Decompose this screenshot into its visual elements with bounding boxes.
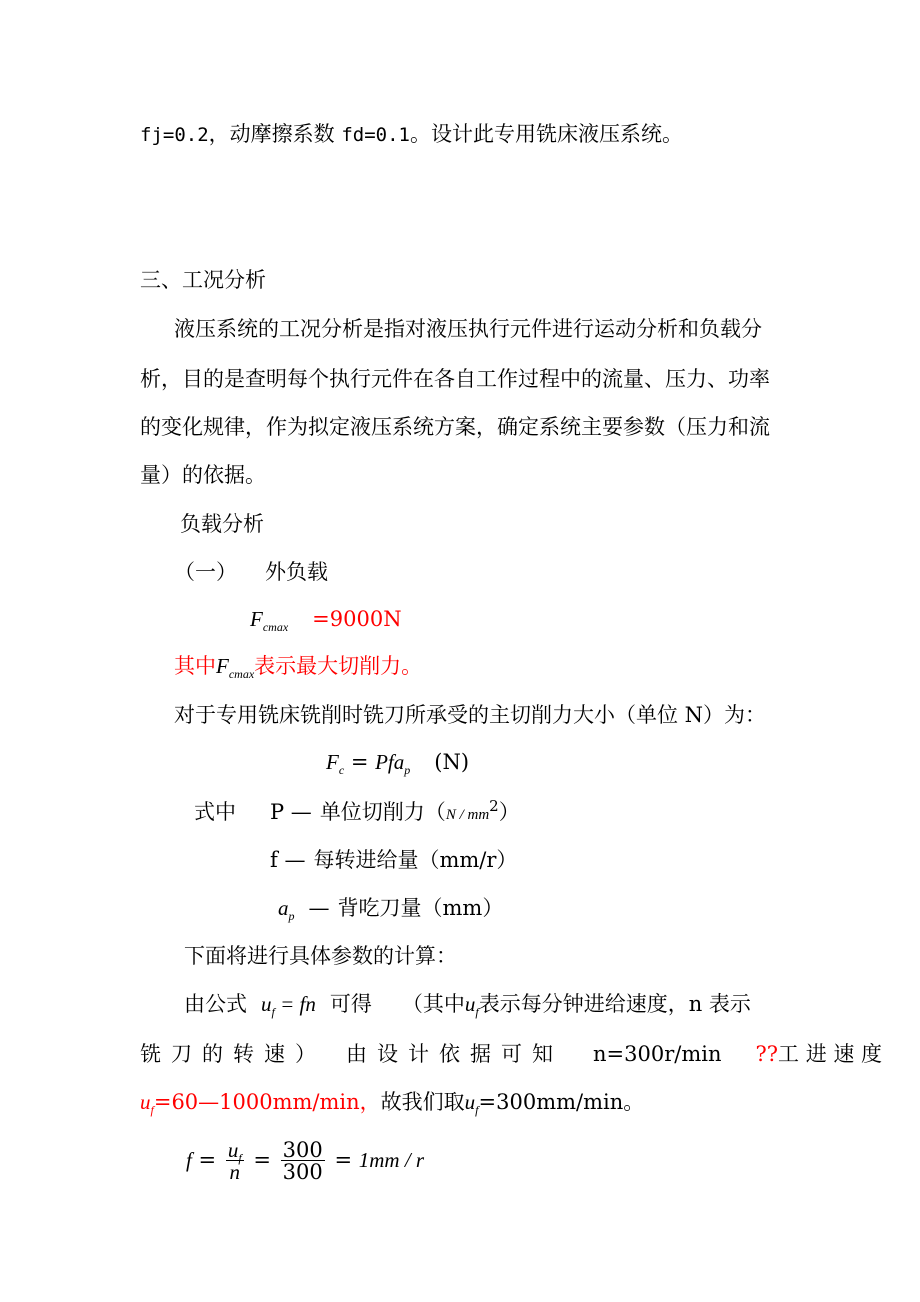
static-friction-value: fj=0.2 bbox=[140, 124, 209, 146]
fraction-uf-n: $\frac{u_f}{n}$ bbox=[227, 1138, 242, 1184]
paragraph-line-3: 的变化规律，作为拟定液压系统方案，确定系统主要参数（压力和流 bbox=[140, 415, 770, 439]
paragraph-line-4: 量）的依据。 bbox=[140, 463, 266, 487]
justified-char: 铣 bbox=[140, 1042, 161, 1066]
paragraph-line-1: 液压系统的工况分析是指对液压执行元件进行运动分析和负载分 bbox=[174, 317, 762, 341]
dynamic-friction-value: fd=0.1 bbox=[341, 124, 410, 146]
spindle-speed: n=300r/min bbox=[593, 1042, 722, 1066]
justified-char: 依 bbox=[439, 1042, 460, 1066]
justified-char: 据 bbox=[470, 1042, 491, 1066]
paragraph-line-2: 析，目的是查明每个执行元件在各自工作过程中的流量、压力、功率 bbox=[140, 367, 770, 391]
calc-line-2-words bbox=[140, 1042, 563, 1066]
justified-char: 速 bbox=[264, 1042, 285, 1066]
justified-char: 可 bbox=[501, 1042, 522, 1066]
justified-char: 设 bbox=[377, 1042, 398, 1066]
justified-char: 的 bbox=[202, 1042, 223, 1066]
section-title: 三、工况分析 bbox=[140, 268, 266, 292]
justified-char: 由 bbox=[346, 1042, 367, 1066]
fraction-300-300: $\frac{300}{300}$ bbox=[282, 1138, 323, 1184]
where-ap-line: $a_p$ — 背吃刀量（mm） bbox=[278, 896, 504, 924]
intro-line: fj=0.2，动摩擦系数 fd=0.1。设计此专用铣床液压系统。 bbox=[140, 122, 683, 146]
justified-char: 刀 bbox=[171, 1042, 192, 1066]
subsection-external-load: （一） 外负载 bbox=[174, 560, 328, 584]
justified-char: 转 bbox=[233, 1042, 254, 1066]
calc-line-3: $u_f=60—1000mm/\min$，故我们取$u_f=300mm/\min$。 bbox=[140, 1090, 645, 1118]
fcmax-value: =9000N bbox=[312, 607, 402, 631]
where-p-line: 式中 P — 单位切削力$(N / mm^2)$ bbox=[194, 797, 520, 824]
fcmax-formula: $F_{cmax} =9000N$ bbox=[250, 607, 402, 635]
question-marks: ?? bbox=[755, 1042, 779, 1066]
justified-char: 知 bbox=[532, 1042, 553, 1066]
fcmax-note: 其中$F_{cmax}$表示最大切削力。 bbox=[174, 654, 423, 682]
feed-speed-range: =60—1000mm/min， bbox=[153, 1090, 381, 1114]
calc-intro: 下面将进行具体参数的计算： bbox=[184, 944, 457, 968]
where-f-line: f — 每转进给量（mm/r） bbox=[270, 848, 518, 872]
justified-char: ） bbox=[295, 1042, 316, 1066]
load-analysis-title: 负载分析 bbox=[180, 512, 264, 536]
feed-per-rev-formula: f = $\frac{u_f}{n}$ = $\frac{300}{300}$ = 1mm / r bbox=[186, 1138, 425, 1184]
calc-line-1: 由公式 $u_f$ = fn 可得 （其中$u_f$表示每分钟进给速度，n 表示 bbox=[184, 992, 751, 1020]
justified-char: 计 bbox=[408, 1042, 429, 1066]
calc-line-2: 铣 刀 的 转 速 ） 由 设 计 依 据 可 知 n=300r/min ??工 进 速 度 bbox=[140, 1042, 883, 1066]
cutting-force-formula: $F_c = Pfa_p$ (N) bbox=[326, 750, 470, 778]
cutting-force-intro: 对于专用铣床铣削时铣刀所承受的主切削力大小（单位 N）为： bbox=[174, 703, 767, 727]
